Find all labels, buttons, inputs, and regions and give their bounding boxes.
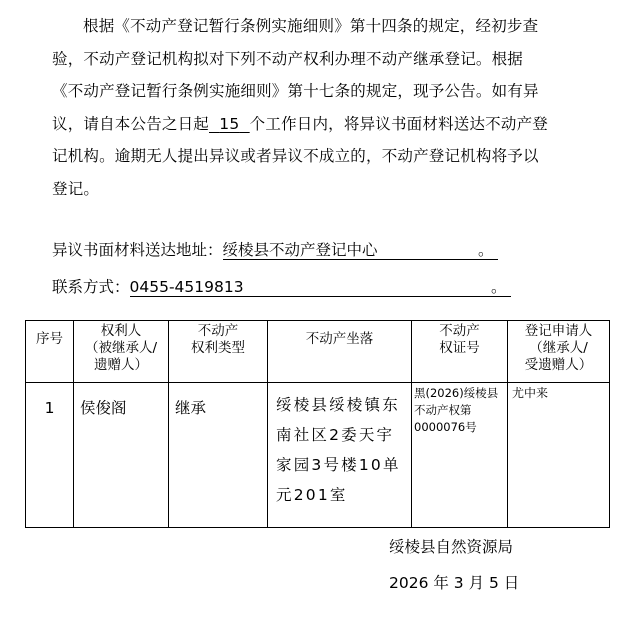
table-header-row	[26, 321, 610, 383]
header-owner: 权利人 （被继承人/ 遗赠人）	[74, 321, 169, 383]
cell-location: 绥棱县绥棱镇东南社区2委天宇家园3号楼10单元201室	[268, 383, 412, 528]
address-fill	[223, 241, 498, 260]
address-value: 绥棱县不动产登记中心	[222, 241, 378, 259]
notice-text-part1: 根据《不动产登记暂行条例实施细则》第十四条的规定，经初步查验，不动产登记机构拟对下列不动产权利办理不动产继承登记。根据《不动产登记暂行条例实施细则》第十七条的规定，现予公告。如有异议，请自本公告之日起	[52, 17, 539, 133]
address-line-end: 。	[478, 241, 494, 259]
contact-value: 0455-4519813	[129, 278, 244, 296]
header-right-type: 不动产 权利类型	[169, 321, 268, 383]
issuer: 绥棱县自然资源局	[389, 538, 514, 556]
contact-fill	[130, 278, 511, 297]
header-applicant: 登记申请人 （继承人/ 受遗赠人）	[508, 321, 610, 383]
cell-applicant: 尤中来	[508, 383, 610, 528]
registration-table	[25, 320, 610, 528]
issue-date: 2026 年 3 月 5 日	[389, 574, 520, 592]
address-label: 异议书面材料送达地址：	[52, 241, 223, 259]
notice-paragraph	[52, 10, 552, 205]
contact-label: 联系方式：	[52, 278, 130, 296]
cell-right-type: 继承	[169, 383, 268, 528]
cell-no: 1	[26, 383, 74, 528]
contact-line-end: 。	[491, 278, 507, 296]
contact-line	[52, 277, 511, 297]
header-no: 序号	[26, 321, 74, 383]
header-certificate: 不动产 权证号	[412, 321, 508, 383]
header-location: 不动产坐落	[268, 321, 412, 383]
table-row	[26, 383, 610, 528]
cell-owner: 侯俊阁	[74, 383, 169, 528]
notice-text-part2: 个工作日内，将异议书面材料送达不动产登记机构。逾期无人提出异议或者异议不成立的，不动产登记机构将予以登记。	[52, 114, 548, 198]
address-line	[52, 240, 498, 260]
cell-certificate: 黑(2026)绥棱县不动产权第0000076号	[412, 383, 508, 528]
objection-days: 15	[219, 114, 240, 133]
